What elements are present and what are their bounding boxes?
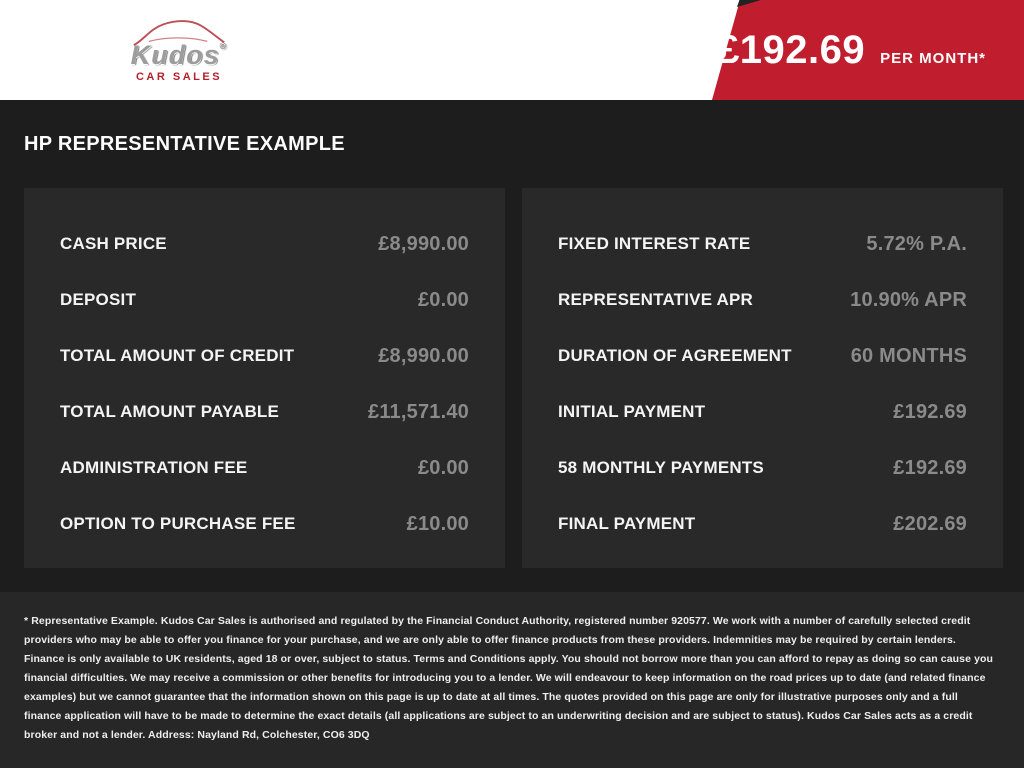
- logo-brand-text: Kudos®: [130, 40, 228, 70]
- finance-row-label: TOTAL AMOUNT PAYABLE: [60, 402, 280, 421]
- finance-row-value: £192.69: [893, 456, 967, 479]
- finance-row-value: £8,990.00: [378, 232, 469, 255]
- finance-panels: [0, 188, 1024, 568]
- kudos-logo: [124, 16, 234, 83]
- finance-row: [558, 440, 967, 496]
- logo-tagline-text: CAR SALES: [135, 71, 223, 83]
- finance-row: [558, 216, 967, 272]
- finance-panel-left: [24, 188, 505, 568]
- finance-row-label: FINAL PAYMENT: [558, 514, 696, 533]
- title-band: [0, 100, 1024, 188]
- finance-row: [60, 216, 469, 272]
- trademark-mark: ®: [219, 41, 228, 51]
- disclaimer-text: * Representative Example. Kudos Car Sales is authorised and regulated by the Financial Conduct Authority, registered number 920577. We work with a number of carefully selected credit providers who may be able to offer you finance for your purchase, and we are only able to offer finance products from these providers. Indemnities may be required by certain lenders. Finance is only available to UK residents, aged 18 or over, subject to status. Terms and Conditions apply. You should not borrow more than you can afford to repay as doing so can cause you financial difficulties. We may receive a commission or other benefits for introducing you to a lender. We will endeavour to keep information on the road prices up to date (and related finance examples) but we cannot guarantee that the information shown on this page is up to date at all times. The quotes provided on this page are only for illustrative purposes only and a full finance application will have to be made to determine the exact details (all applications are subject to an underwriting decision and are subject to status). Kudos Car Sales acts as a credit broker and not a lender. Address: Nayland Rd, Colchester, CO6 3DQ: [24, 615, 994, 741]
- finance-row-label: FIXED INTEREST RATE: [558, 234, 751, 253]
- finance-row: [60, 384, 469, 440]
- disclaimer-section: [0, 592, 1024, 768]
- page-title: HP REPRESENTATIVE EXAMPLE: [24, 132, 345, 155]
- finance-row: [60, 440, 469, 496]
- price-banner: [717, 0, 986, 100]
- finance-row-label: ADMINISTRATION FEE: [60, 458, 248, 477]
- finance-row: [60, 328, 469, 384]
- header: [0, 0, 1024, 100]
- finance-row-label: REPRESENTATIVE APR: [558, 290, 754, 309]
- finance-row-value: 5.72% P.A.: [866, 232, 967, 255]
- finance-row-label: OPTION TO PURCHASE FEE: [60, 514, 296, 533]
- finance-row-value: £11,571.40: [368, 400, 469, 423]
- finance-row: [558, 384, 967, 440]
- finance-row: [558, 496, 967, 552]
- finance-row: [558, 328, 967, 384]
- finance-row-value: £0.00: [417, 456, 469, 479]
- finance-row: [60, 496, 469, 552]
- finance-row-label: INITIAL PAYMENT: [558, 402, 706, 421]
- finance-panel-right: [522, 188, 1003, 568]
- finance-row-label: DEPOSIT: [60, 290, 137, 309]
- finance-row-value: £192.69: [893, 400, 967, 423]
- finance-row: [60, 272, 469, 328]
- finance-row-value: 10.90% APR: [850, 288, 967, 311]
- monthly-price: £192.69: [717, 27, 866, 72]
- finance-row-label: DURATION OF AGREEMENT: [558, 346, 792, 365]
- finance-row-label: CASH PRICE: [60, 234, 167, 253]
- finance-row-value: £0.00: [417, 288, 469, 311]
- finance-row-value: £10.00: [406, 512, 469, 535]
- finance-row-value: £8,990.00: [378, 344, 469, 367]
- finance-row-label: TOTAL AMOUNT OF CREDIT: [60, 346, 295, 365]
- finance-row: [558, 272, 967, 328]
- finance-row-value: 60 MONTHS: [850, 344, 967, 367]
- finance-row-label: 58 MONTHLY PAYMENTS: [558, 458, 764, 477]
- finance-row-value: £202.69: [893, 512, 967, 535]
- price-period-label: PER MONTH*: [880, 49, 986, 67]
